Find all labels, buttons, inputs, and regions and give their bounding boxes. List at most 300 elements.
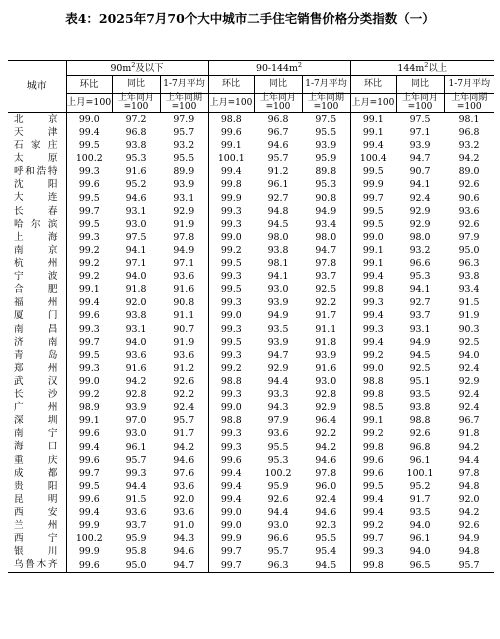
index-value: 99.0 [208, 310, 254, 323]
index-value: 99.5 [78, 218, 100, 230]
index-value: 97.5 [125, 231, 147, 243]
index-value: 93.9 [315, 349, 337, 361]
index-value: 91.2 [173, 362, 195, 374]
city-name: 南昌 [8, 323, 66, 336]
index-value: 99.7 [350, 533, 396, 546]
index-value: 89.8 [315, 166, 337, 178]
index-value: 99.4 [350, 493, 396, 506]
index-value: 99.6 [78, 310, 100, 322]
index-value: 95.7 [267, 153, 289, 165]
index-value: 99.5 [350, 218, 396, 231]
index-value: 89.0 [458, 166, 480, 178]
city-name: 合肥 [8, 283, 66, 296]
index-value: 99.3 [350, 297, 396, 310]
index-value: 100.2 [75, 533, 103, 545]
table-row [8, 205, 494, 218]
index-value: 94.2 [173, 441, 195, 453]
table-row [8, 362, 494, 375]
index-value: 96.4 [315, 415, 337, 427]
index-value: 92.9 [173, 205, 195, 217]
city-name: 银川 [8, 546, 66, 559]
city-name: 沈阳 [8, 179, 66, 192]
index-value: 99.2 [78, 271, 100, 283]
index-value: 94.9 [173, 244, 195, 256]
index-value: 92.6 [173, 376, 195, 388]
index-value: 93.0 [125, 218, 147, 230]
index-value: 99.3 [125, 467, 147, 479]
index-value: 93.6 [173, 507, 195, 519]
city-name: 石家庄 [8, 139, 66, 152]
index-value: 94.4 [125, 480, 147, 492]
base-header-mom: 上月=100 [66, 94, 112, 113]
index-value: 94.9 [458, 533, 480, 545]
index-value: 95.3 [409, 271, 431, 283]
index-value: 96.7 [458, 415, 480, 427]
index-value: 92.5 [409, 362, 431, 374]
index-value: 99.3 [350, 323, 396, 336]
index-value: 99.2 [350, 519, 396, 532]
index-value: 95.1 [409, 376, 431, 388]
index-value: 93.2 [409, 244, 431, 256]
index-value: 93.1 [125, 323, 147, 335]
city-name: 海口 [8, 441, 66, 454]
index-value: 94.7 [267, 349, 289, 361]
index-value: 98.8 [350, 375, 396, 388]
index-value: 99.5 [208, 283, 254, 296]
index-value: 90.8 [315, 192, 337, 204]
index-value: 97.1 [409, 126, 431, 138]
city-name: 宁波 [8, 270, 66, 283]
index-value: 99.4 [208, 493, 254, 506]
index-value: 93.0 [267, 520, 289, 532]
city-name: 福州 [8, 297, 66, 310]
index-value: 93.2 [173, 140, 195, 152]
base-header-mom: 上月=100 [350, 94, 396, 113]
base-header-yoy: 上年同月=100 [112, 94, 160, 113]
index-value: 94.0 [409, 520, 431, 532]
index-value: 93.9 [125, 402, 147, 414]
index-value: 91.9 [173, 336, 195, 348]
index-value: 96.6 [409, 258, 431, 270]
index-value: 99.2 [78, 258, 100, 270]
index-value: 95.7 [173, 415, 195, 427]
index-value: 97.8 [458, 467, 480, 479]
index-value: 96.8 [458, 126, 480, 138]
index-value: 95.3 [125, 153, 147, 165]
city-name: 长沙 [8, 388, 66, 401]
index-value: 95.0 [112, 559, 160, 573]
index-value: 94.7 [409, 153, 431, 165]
index-value: 99.4 [78, 297, 100, 309]
table-row [8, 323, 494, 336]
index-value: 98.9 [78, 402, 100, 414]
index-value: 94.6 [267, 140, 289, 152]
table-row [8, 533, 494, 546]
index-value: 96.3 [254, 559, 302, 573]
index-value: 93.6 [458, 205, 480, 217]
index-value: 92.6 [409, 428, 431, 440]
table-row [8, 493, 494, 506]
index-value: 95.0 [458, 244, 480, 256]
index-value: 93.3 [267, 389, 289, 401]
index-value: 93.6 [173, 271, 195, 283]
index-value: 95.9 [125, 533, 147, 545]
index-value: 100.2 [264, 467, 292, 479]
index-value: 94.4 [267, 507, 289, 519]
index-value: 94.0 [125, 271, 147, 283]
index-value: 93.6 [173, 480, 195, 492]
index-value: 99.5 [78, 192, 100, 204]
index-value: 97.5 [315, 113, 337, 125]
index-value: 93.7 [125, 520, 147, 532]
index-value: 92.2 [315, 297, 337, 309]
index-value: 99.3 [208, 297, 254, 310]
index-value: 92.0 [125, 297, 147, 309]
index-value: 92.9 [458, 376, 480, 388]
group-header-small: $90m^2$及以下 [66, 61, 208, 76]
index-value: 95.7 [267, 546, 289, 558]
index-value: 99.4 [350, 310, 396, 323]
city-name: 呼和浩特 [8, 165, 66, 178]
index-value: 99.4 [208, 480, 254, 493]
index-value: 91.9 [173, 218, 195, 230]
index-value: 93.7 [315, 271, 337, 283]
index-value: 93.0 [125, 428, 147, 440]
index-value: 92.9 [267, 362, 289, 374]
index-value: 93.9 [267, 336, 289, 348]
index-value: 97.8 [315, 258, 337, 270]
index-value: 99.7 [350, 192, 396, 205]
index-value: 99.0 [208, 519, 254, 532]
index-value: 99.5 [78, 349, 100, 361]
index-value: 96.3 [458, 258, 480, 270]
index-value: 99.2 [208, 362, 254, 375]
city-name: 南宁 [8, 428, 66, 441]
index-value: 94.3 [267, 402, 289, 414]
index-value: 100.2 [75, 153, 103, 165]
index-value: 93.8 [267, 244, 289, 256]
index-value: 97.9 [267, 415, 289, 427]
index-value: 97.2 [125, 113, 147, 125]
index-value: 99.0 [208, 506, 254, 519]
index-value: 93.9 [173, 179, 195, 191]
index-value: 96.7 [267, 126, 289, 138]
index-value: 94.7 [160, 559, 208, 573]
index-value: 99.6 [78, 454, 100, 466]
table-row [8, 192, 494, 205]
index-value: 96.1 [267, 179, 289, 191]
index-value: 99.6 [66, 559, 112, 573]
index-value: 94.5 [267, 218, 289, 230]
index-value: 99.8 [350, 441, 396, 454]
index-value: 91.7 [315, 310, 337, 322]
index-value: 99.2 [350, 349, 396, 362]
index-value: 99.6 [78, 428, 100, 440]
index-value: 92.3 [315, 520, 337, 532]
base-header-yoy: 上年同月=100 [396, 94, 444, 113]
index-value: 93.0 [315, 376, 337, 388]
index-value: 99.4 [78, 126, 100, 138]
index-value: 93.4 [458, 284, 480, 296]
index-value: 94.9 [315, 205, 337, 217]
index-value: 96.8 [267, 113, 289, 125]
index-value: 94.1 [267, 271, 289, 283]
city-name: 昆明 [8, 493, 66, 506]
index-value: 99.3 [78, 166, 100, 178]
index-value: 99.7 [78, 336, 100, 348]
index-value: 99.5 [350, 205, 396, 218]
city-name: 武汉 [8, 375, 66, 388]
index-value: 100.1 [406, 467, 434, 479]
index-value: 95.2 [125, 179, 147, 191]
index-value: 96.1 [125, 441, 147, 453]
index-value: 99.1 [350, 257, 396, 270]
index-value: 99.3 [208, 205, 254, 218]
index-value: 92.7 [409, 297, 431, 309]
index-value: 94.2 [315, 441, 337, 453]
index-value: 99.3 [78, 323, 100, 335]
index-value: 99.0 [350, 362, 396, 375]
index-value: 94.1 [409, 284, 431, 296]
city-name: 兰州 [8, 519, 66, 532]
index-value: 89.9 [173, 166, 195, 178]
index-value: 94.3 [173, 533, 195, 545]
table-row [8, 165, 494, 178]
index-value: 94.5 [409, 349, 431, 361]
index-value: 92.2 [315, 428, 337, 440]
index-value: 99.7 [78, 467, 100, 479]
index-value: 93.6 [125, 507, 147, 519]
base-header-avg: 上年同期=100 [302, 94, 350, 113]
index-value: 99.7 [208, 559, 254, 573]
table-body [8, 113, 494, 573]
index-value: 99.9 [208, 533, 254, 546]
index-value: 92.6 [458, 179, 480, 191]
index-value: 94.4 [458, 454, 480, 466]
index-value: 99.2 [78, 244, 100, 256]
index-value: 99.2 [350, 428, 396, 441]
city-name: 哈尔滨 [8, 218, 66, 231]
table-row [8, 506, 494, 519]
sub-header-mom: 环比 [66, 76, 112, 94]
city-name: 深圳 [8, 415, 66, 428]
index-value: 92.4 [173, 402, 195, 414]
index-value: 99.9 [208, 192, 254, 205]
index-value: 98.0 [267, 231, 289, 243]
index-value: 94.1 [409, 179, 431, 191]
index-value: 94.5 [302, 559, 350, 573]
index-value: 99.8 [350, 559, 396, 573]
index-value: 95.4 [315, 546, 337, 558]
table-header [8, 61, 494, 113]
index-value: 99.6 [208, 126, 254, 139]
index-value: 91.6 [173, 284, 195, 296]
table-row [8, 113, 494, 127]
index-value: 99.1 [208, 139, 254, 152]
index-value: 92.4 [315, 494, 337, 506]
index-value: 99.6 [350, 454, 396, 467]
index-value: 97.8 [315, 467, 337, 479]
index-value: 92.9 [409, 205, 431, 217]
table-row [8, 375, 494, 388]
base-header-mom: 上月=100 [208, 94, 254, 113]
index-value: 99.4 [350, 506, 396, 519]
index-value: 93.5 [267, 323, 289, 335]
index-value: 94.2 [458, 507, 480, 519]
index-value: 92.6 [267, 494, 289, 506]
table-row [8, 415, 494, 428]
index-value: 93.9 [267, 297, 289, 309]
index-value: 92.4 [458, 362, 480, 374]
index-value: 93.1 [173, 192, 195, 204]
index-value: 94.9 [409, 336, 431, 348]
index-value: 99.3 [208, 270, 254, 283]
table-row [8, 349, 494, 362]
index-value: 97.0 [125, 415, 147, 427]
index-value: 95.7 [125, 454, 147, 466]
index-value: 99.1 [78, 415, 100, 427]
city-name: 西安 [8, 506, 66, 519]
index-value: 95.5 [315, 126, 337, 138]
index-value: 99.2 [208, 244, 254, 257]
index-value: 93.8 [125, 140, 147, 152]
index-value: 99.3 [208, 428, 254, 441]
city-name: 厦门 [8, 310, 66, 323]
index-value: 94.0 [125, 336, 147, 348]
index-value: 93.5 [409, 389, 431, 401]
index-value: 99.7 [208, 546, 254, 559]
index-value: 95.2 [409, 480, 431, 492]
index-value: 94.0 [409, 546, 431, 558]
index-value: 99.4 [350, 139, 396, 152]
index-value: 98.8 [208, 375, 254, 388]
city-name: 贵阳 [8, 480, 66, 493]
index-value: 94.6 [315, 507, 337, 519]
index-value: 90.3 [458, 323, 480, 335]
index-value: 92.4 [458, 389, 480, 401]
index-value: 97.1 [125, 258, 147, 270]
index-value: 95.7 [444, 559, 494, 573]
index-value: 92.6 [458, 218, 480, 230]
sub-header-mom: 环比 [208, 76, 254, 94]
index-value: 99.4 [350, 336, 396, 349]
index-value: 99.3 [208, 323, 254, 336]
index-value: 91.5 [458, 297, 480, 309]
index-value: 94.7 [315, 244, 337, 256]
index-value: 91.6 [125, 166, 147, 178]
index-value: 94.1 [125, 244, 147, 256]
index-value: 92.9 [409, 218, 431, 230]
index-value: 92.4 [458, 402, 480, 414]
index-value: 97.6 [173, 467, 195, 479]
index-value: 94.6 [173, 454, 195, 466]
city-name: 乌鲁木齐 [8, 559, 66, 573]
index-value: 99.5 [208, 257, 254, 270]
index-value: 95.5 [267, 441, 289, 453]
table-row [8, 454, 494, 467]
index-value: 91.2 [267, 166, 289, 178]
index-value: 92.8 [125, 389, 147, 401]
table-row [8, 126, 494, 139]
index-value: 99.1 [350, 113, 396, 127]
index-value: 99.9 [350, 179, 396, 192]
index-value: 92.0 [173, 494, 195, 506]
index-value: 97.5 [409, 113, 431, 125]
index-value: 91.8 [125, 284, 147, 296]
index-value: 92.5 [315, 284, 337, 296]
index-value: 100.4 [350, 152, 396, 165]
index-value: 96.1 [409, 454, 431, 466]
index-value: 99.4 [208, 165, 254, 178]
city-name: 重庆 [8, 454, 66, 467]
index-value: 99.1 [350, 126, 396, 139]
index-value: 93.6 [125, 349, 147, 361]
city-column-header: 城市 [8, 61, 66, 113]
index-value: 92.9 [315, 402, 337, 414]
price-index-table [8, 60, 494, 573]
index-value: 95.5 [173, 153, 195, 165]
sub-header-avg: 1-7月平均 [160, 76, 208, 94]
index-value: 99.1 [350, 415, 396, 428]
sub-header-avg: 1-7月平均 [302, 76, 350, 94]
index-value: 98.0 [315, 231, 337, 243]
index-value: 99.0 [78, 113, 100, 125]
index-value: 93.8 [125, 310, 147, 322]
table-row [8, 283, 494, 296]
city-name: 上海 [8, 231, 66, 244]
index-value: 99.0 [78, 376, 100, 388]
index-value: 93.8 [409, 402, 431, 414]
group-header-medium: $90-144m^2$ [208, 61, 350, 76]
index-value: 99.6 [78, 179, 100, 191]
city-name: 北京 [8, 113, 66, 127]
index-value: 99.5 [78, 480, 100, 492]
index-value: 98.8 [208, 415, 254, 428]
index-value: 94.2 [458, 153, 480, 165]
index-value: 94.8 [458, 480, 480, 492]
index-value: 90.6 [458, 192, 480, 204]
index-value: 93.5 [409, 507, 431, 519]
index-value: 95.3 [267, 454, 289, 466]
index-value: 94.6 [125, 192, 147, 204]
city-name: 济南 [8, 336, 66, 349]
index-value: 99.9 [78, 520, 100, 532]
table-row [8, 546, 494, 559]
city-name: 大连 [8, 192, 66, 205]
index-value: 99.3 [78, 231, 100, 243]
table-row [8, 231, 494, 244]
index-value: 99.3 [208, 388, 254, 401]
sub-header-avg: 1-7月平均 [444, 76, 494, 94]
index-value: 99.1 [78, 284, 100, 296]
index-value: 94.2 [458, 441, 480, 453]
table-row [8, 257, 494, 270]
index-value: 94.9 [267, 310, 289, 322]
index-value: 92.5 [458, 336, 480, 348]
index-value: 91.6 [315, 362, 337, 374]
index-value: 99.2 [78, 389, 100, 401]
index-value: 94.2 [125, 376, 147, 388]
index-value: 96.8 [125, 126, 147, 138]
index-value: 94.8 [267, 205, 289, 217]
table-row [8, 441, 494, 454]
index-value: 96.1 [409, 533, 431, 545]
table-title: 表4：2025年7月70个大中城市二手住宅销售价格分类指数（一） [65, 11, 435, 26]
table-row [8, 401, 494, 414]
index-value: 95.7 [173, 126, 195, 138]
index-value: 96.6 [267, 533, 289, 545]
city-name: 西宁 [8, 533, 66, 546]
